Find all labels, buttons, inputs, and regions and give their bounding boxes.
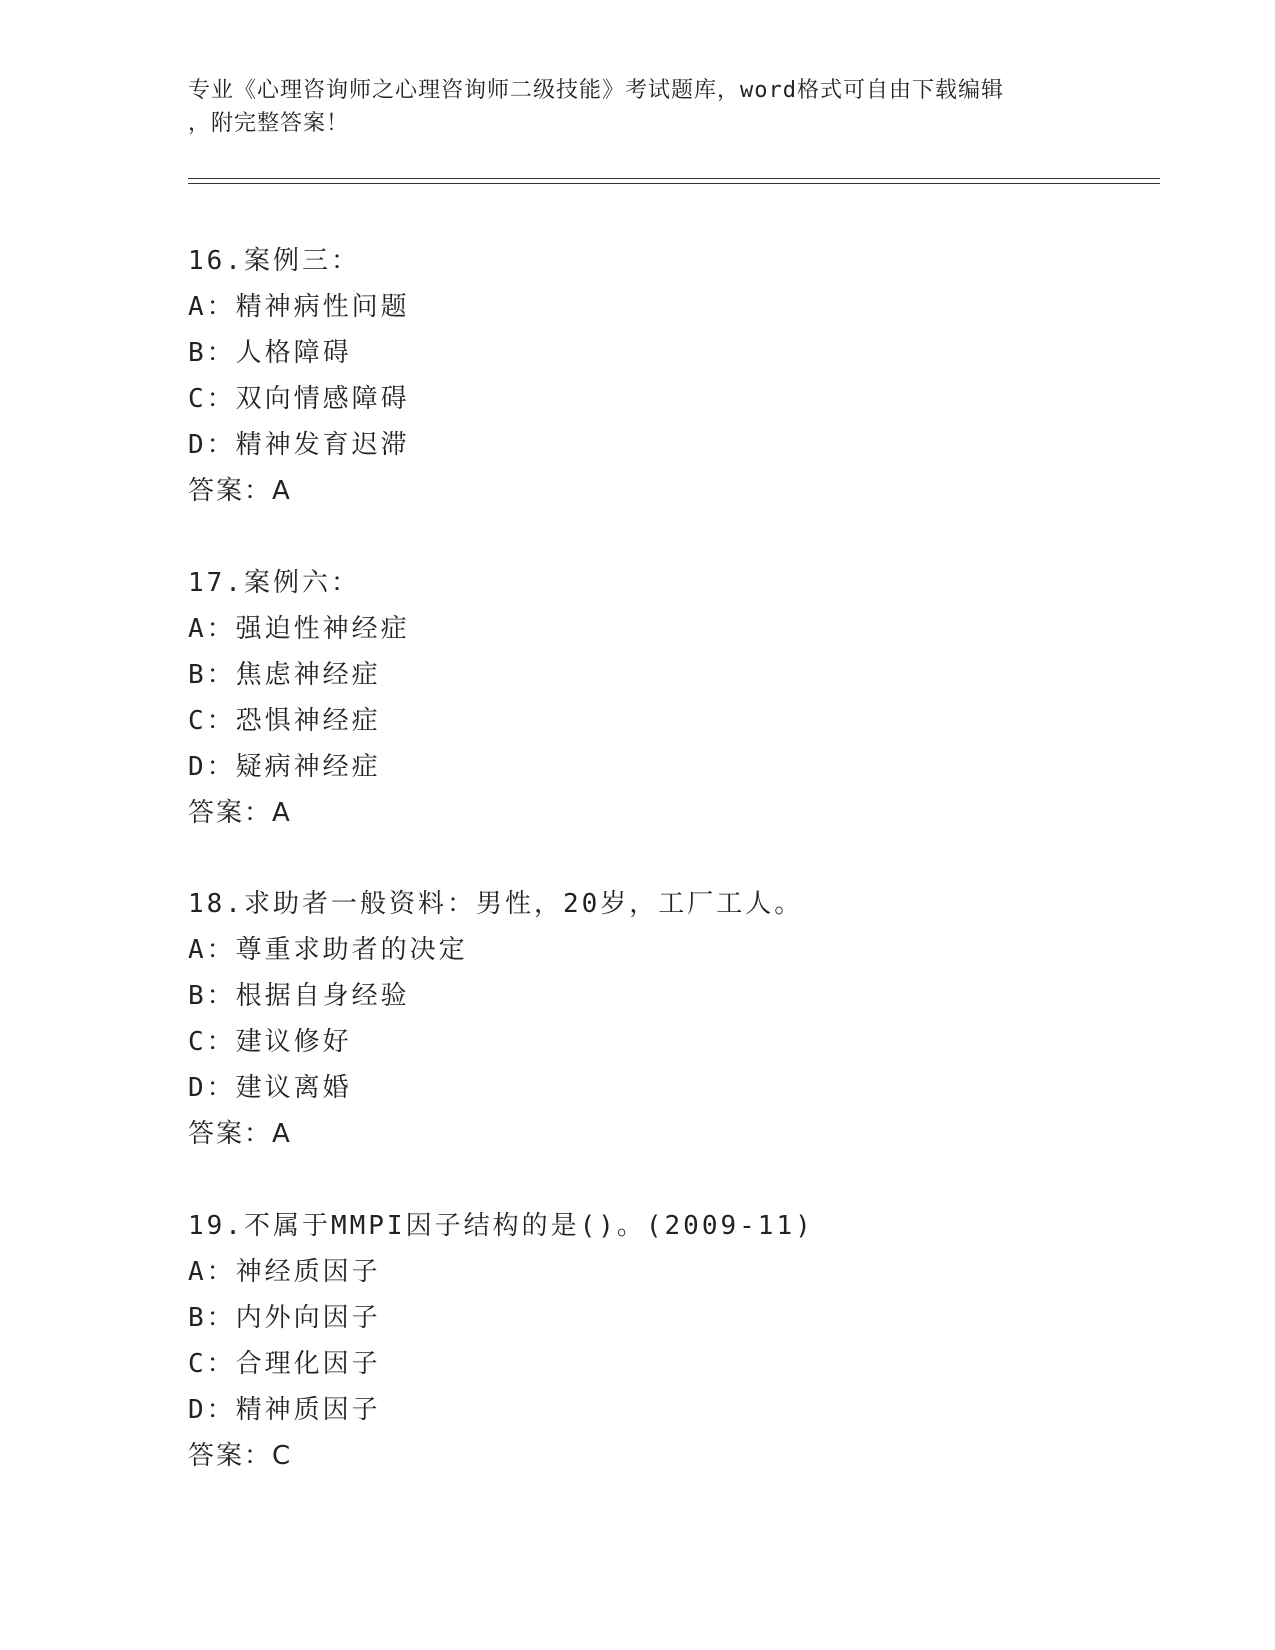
option-c: C：合理化因子 xyxy=(188,1349,381,1379)
option-c: C：恐惧神经症 xyxy=(188,706,381,736)
answer: 答案：A xyxy=(188,1119,292,1149)
answer: 答案：A xyxy=(188,476,292,506)
question-stem: 17.案例六： xyxy=(188,568,360,598)
option-b: B：人格障碍 xyxy=(188,338,352,368)
answer: 答案：A xyxy=(188,798,292,828)
option-d: D：精神发育迟滞 xyxy=(188,430,410,460)
option-d: D：疑病神经症 xyxy=(188,752,381,782)
header-line-2: ，附完整答案！ xyxy=(188,111,350,136)
question-stem: 18.求助者一般资料：男性，20岁，工厂工人。 xyxy=(188,889,804,919)
option-b: B：焦虑神经症 xyxy=(188,660,381,690)
option-c: C：双向情感障碍 xyxy=(188,384,410,414)
question-19 xyxy=(188,1203,1088,1479)
option-b: B：根据自身经验 xyxy=(188,981,410,1011)
option-a: A：强迫性神经症 xyxy=(188,614,410,644)
header-line-1: 专业《心理咨询师之心理咨询师二级技能》考试题库，word格式可自由下载编辑 xyxy=(188,78,1004,103)
header-divider-bottom xyxy=(188,183,1160,184)
question-16 xyxy=(188,238,1088,514)
option-b: B：内外向因子 xyxy=(188,1303,381,1333)
document-header xyxy=(188,74,1088,140)
option-a: A：精神病性问题 xyxy=(188,292,410,322)
option-a: A：神经质因子 xyxy=(188,1257,381,1287)
option-c: C：建议修好 xyxy=(188,1027,352,1057)
option-d: D：建议离婚 xyxy=(188,1073,352,1103)
question-stem: 19.不属于MMPI因子结构的是()。(2009-11) xyxy=(188,1211,814,1241)
header-divider-top xyxy=(188,178,1160,179)
question-17 xyxy=(188,560,1088,836)
answer: 答案：C xyxy=(188,1441,293,1471)
question-stem: 16.案例三： xyxy=(188,246,360,276)
option-a: A：尊重求助者的决定 xyxy=(188,935,468,965)
question-18 xyxy=(188,881,1088,1157)
option-d: D：精神质因子 xyxy=(188,1395,381,1425)
